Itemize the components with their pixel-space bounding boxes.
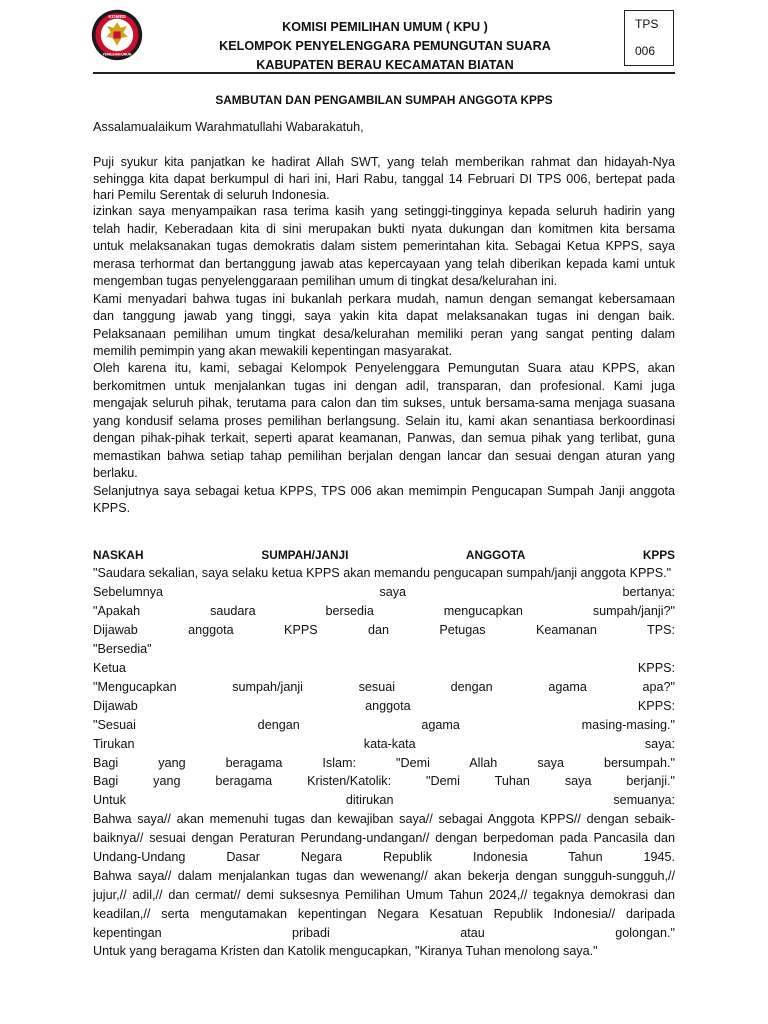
oath-line: "Apakah saudara bersedia mengucapkan sumpah/janji?": [93, 604, 675, 618]
body-line: berkomitmen untuk menjalankan tugas ini dengan adil, transparan, dan profesional. Kami juga: [93, 379, 675, 393]
body-line: izinkan saya menyampaikan rasa terima kasih yang setinggi-tingginya kepada seluruh hadirin yang: [93, 204, 675, 218]
letterhead-line-3: KABUPATEN BERAU KECAMATAN BIATAN: [256, 58, 514, 72]
letterhead-line-1: KOMISI PEMILIHAN UMUM ( KPU ): [282, 20, 488, 34]
oath-line: baiknya// sesuai dengan Peraturan Perundang-undangan// dengan berpedoman pada Pancasila dan: [93, 831, 675, 845]
kpu-logo: [90, 8, 144, 62]
oath-line: Bahwa saya// akan memenuhi tugas dan kewajiban saya// sebagai Anggota KPPS// dengan sebaik-: [93, 812, 675, 826]
body-line: dan tanggung jawab yang tinggi, saya yakin kita dapat melaksanakan tugas ini dengan baik.: [93, 309, 675, 323]
body-line: Kami menyadari bahwa tugas ini bukanlah perkara mudah, namun dengan semangat kebersamaan: [93, 292, 675, 306]
oath-line: Undang-Undang Dasar Negara Republik Indonesia Tahun 1945.: [93, 850, 675, 864]
greeting: Assalamualaikum Warahmatullahi Wabarakatuh,: [93, 120, 364, 134]
letterhead-line-2: KELOMPOK PENYELENGGARA PEMUNGUTAN SUARA: [219, 39, 551, 53]
letterhead: [170, 18, 600, 75]
oath-line: "Mengucapkan sumpah/janji sesuai dengan agama apa?": [93, 680, 675, 694]
body-line: hari Pemilu Serentak di seluruh Indonesia.: [93, 188, 330, 202]
oath-line: Bahwa saya// dalam menjalankan tugas dan wewenang// akan bekerja dengan sungguh-sungguh,//: [93, 869, 675, 883]
body-line: telah hadir, Keberadaan kita di sini merupakan bukti nyata dukungan dan komitmen kita bersama: [93, 222, 675, 236]
body-line: Pelaksanaan pemilihan umum tingkat desa/kelurahan memiliki peran yang sangat penting dalam: [93, 327, 675, 341]
oath-line: Dijawab anggota KPPS:: [93, 699, 675, 713]
header-divider: [93, 72, 675, 74]
document-title: SAMBUTAN DAN PENGAMBILAN SUMPAH ANGGOTA KPPS: [215, 93, 553, 107]
oath-line: Bagi yang beragama Islam: "Demi Allah saya bersumpah.": [93, 756, 675, 770]
body-line: Selanjutnya saya sebagai ketua KPPS, TPS 006 akan memimpin Pengucapan Sumpah Janji anggota: [93, 484, 675, 498]
oath-line: Untuk ditirukan semuanya:: [93, 793, 675, 807]
oath-line: "Bersedia": [93, 642, 152, 656]
tps-label: TPS: [635, 17, 659, 31]
oath-line: Sebelumnya saya bertanya:: [93, 585, 675, 599]
body-line: merasa terhormat dan bertanggung jawab atas kepercayaan yang telah diberikan kepada kami untuk: [93, 257, 675, 271]
tps-box: [624, 10, 674, 66]
logo-bottom-text: PEMILIHAN UMUM: [102, 52, 132, 57]
oath-line: keadilan,// serta mengutamakan kepentingan Negara Kesatuan Republik Indonesia// daripada: [93, 907, 675, 921]
body-line: yang kondusif selama proses pemilihan berlangsung. Selain itu, kami akan senantiasa berkoordinasi: [93, 414, 675, 428]
tps-number: 006: [635, 44, 656, 58]
body-line: untuk melaksanakan tugas demokratis dalam sistem pemerintahan kita. Sebagai Ketua KPPS, saya: [93, 239, 675, 253]
body-line: sehingga kita dapat berkumpul di hari ini, Hari Rabu, tanggal 14 Februari DI TPS 006, bertepat pada: [93, 172, 675, 186]
oath-section-heading: NASKAH SUMPAH/JANJI ANGGOTA KPPS: [93, 548, 675, 562]
logo-top-text: KOMISI: [108, 14, 126, 20]
oath-line: Ketua KPPS:: [93, 661, 675, 675]
oath-line: Untuk yang beragama Kristen dan Katolik mengucapkan, "Kiranya Tuhan menolong saya.": [93, 944, 598, 958]
oath-line: jujur,// adil,// dan cermat// demi suksesnya Pemilihan Umum Tahun 2024,// tegaknya demokrasi dan: [93, 888, 675, 902]
oath-line: "Sesuai dengan agama masing-masing.": [93, 718, 675, 732]
body-line: mengemban tugas penyelenggaraan pemilihan umum di tingkat desa/kelurahan ini.: [93, 274, 558, 288]
oath-line: Tirukan kata-kata saya:: [93, 737, 675, 751]
body-line: Puji syukur kita panjatkan ke hadirat Allah SWT, yang telah memberikan rahmat dan hidayah-Nya: [93, 155, 675, 169]
oath-line: Dijawab anggota KPPS dan Petugas Keamanan TPS:: [93, 623, 675, 637]
body-line: memilih pemimpin yang akan mewakili kepentingan masyarakat.: [93, 344, 453, 358]
body-line: mengajak seluruh pihak, terutama para calon dan tim sukses, untuk bersama-sama menjaga suasana: [93, 396, 675, 410]
body-line: dengan pihak-pihak terkait, seperti aparat keamanan, Panwas, dan semua pihak yang terlibat, guna: [93, 431, 675, 445]
oath-line: "Saudara sekalian, saya selaku ketua KPPS akan memandu pengucapan sumpah/janji anggota KPPS.": [93, 566, 672, 580]
body-line: Oleh karena itu, kami, sebagai Kelompok Penyelenggara Pemungutan Suara atau KPPS, akan: [93, 361, 675, 375]
body-line: memastikan bahwa setiap tahap pemilihan berjalan dengan lancar dan sesuai dengan aturan yang: [93, 449, 675, 463]
oath-line: kepentingan pribadi atau golongan.": [93, 926, 675, 940]
body-line: KPPS.: [93, 501, 131, 515]
oath-line: Bagi yang beragama Kristen/Katolik: "Demi Tuhan saya berjanji.": [93, 774, 675, 788]
body-line: berlaku.: [93, 466, 138, 480]
